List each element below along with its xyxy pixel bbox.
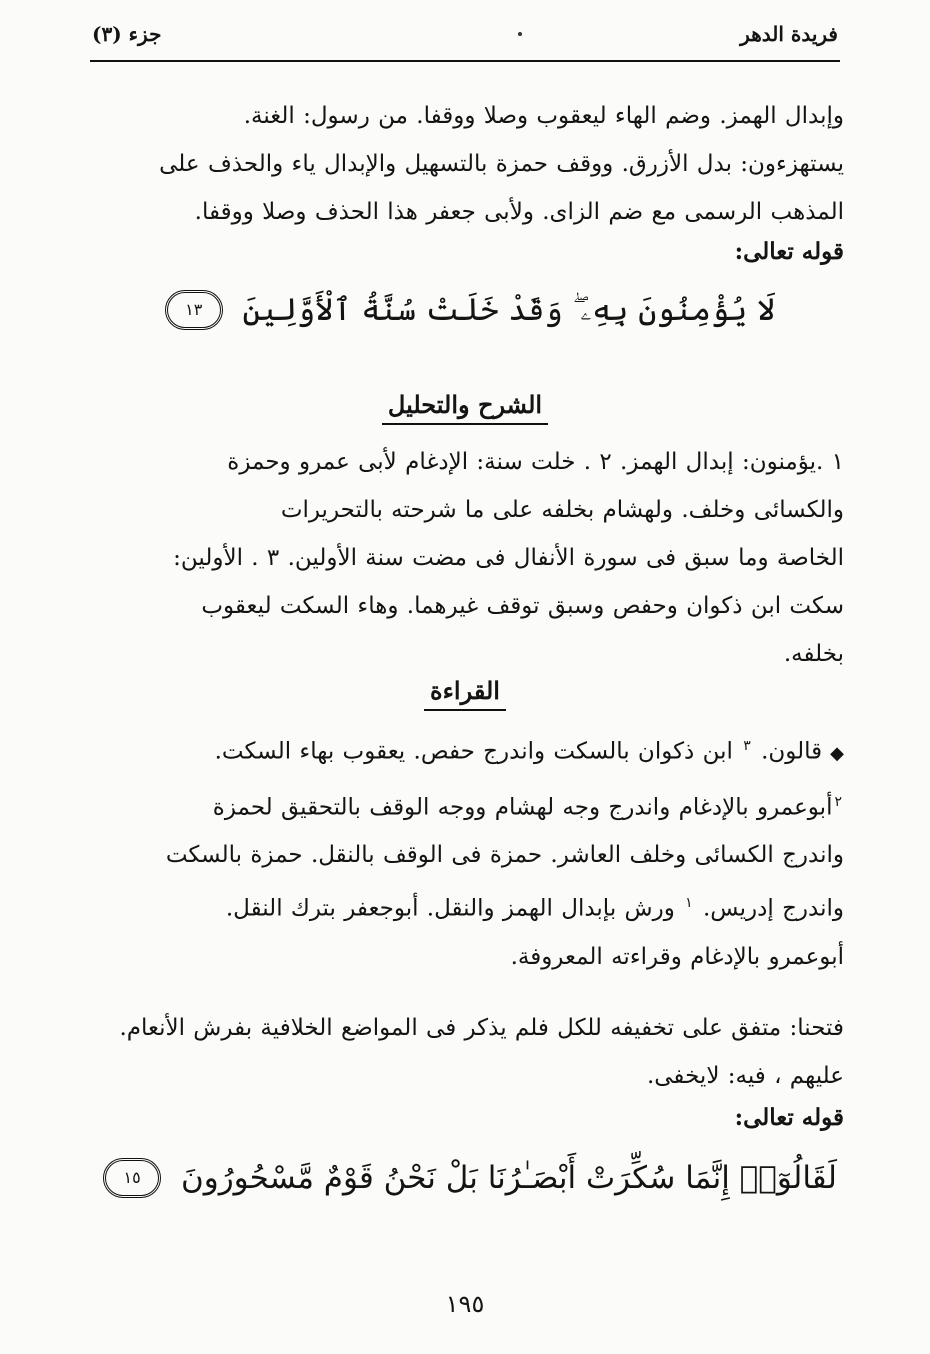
sharh-paragraph	[96, 438, 844, 678]
page-number: ١٩٥	[445, 1290, 485, 1318]
qiraah-text: ورش بإبدال الهمز والنقل. أبوجعفر بترك النقل.	[225, 895, 675, 922]
section-title-sharh	[0, 390, 930, 419]
sharh-line: الخاصة وما سبق فى سورة الأنفال فى مضت سنة الأولين. ٣ . الأولين:	[173, 545, 844, 571]
qiraah-line: أبوعمرو بالإدغام وقراءته المعروفة.	[510, 943, 844, 970]
footnote-ref: ٢	[834, 793, 842, 810]
sharh-line: ١ .يؤمنون: إبدال الهمز. ٢ . خلت سنة: الإدغام لأبى عمرو وحمزة	[227, 449, 844, 475]
quran-verse	[96, 290, 844, 330]
section-title-text: الشرح والتحليل	[382, 390, 548, 425]
qiraah-line	[96, 722, 844, 778]
qiraah-text: قالون.	[761, 738, 823, 765]
qiraah-text: ابن ذكوان بالسكت واندرج حفص. يعقوب بهاء السكت.	[214, 738, 733, 765]
diamond-bullet-icon: ◆	[830, 742, 844, 764]
intro-line: يستهزءون: بدل الأزرق. ووقف حمزة بالتسهيل والإبدال ياء والحذف على	[159, 151, 844, 177]
fathan-line: فتحنا: متفق على تخفيفه للكل فلم يذكر فى المواضع الخلافية بفرش الأنعام.	[119, 1015, 844, 1041]
page-header	[92, 14, 838, 54]
footnote-ref: ١	[685, 895, 693, 912]
header-dot	[518, 32, 522, 36]
fathan-paragraph	[96, 1004, 844, 1100]
intro-line: وإبدال الهمز. وضم الهاء ليعقوب وصلا ووقفا. من رسول: الغنة.	[243, 103, 844, 129]
qiraah-line: واندرج الكسائى وخلف العاشر. حمزة فى الوقف بالنقل. حمزة بالسكت	[165, 842, 844, 869]
fathan-line: عليهم ، فيه: لايخفى.	[646, 1063, 844, 1089]
verse-text: لَا يُؤْمِنُونَ بِهِۦ ۖ وَقَدْ خَلَتْ سُنَّةُ ٱلْأَوَّلِينَ	[242, 291, 776, 328]
ayah-number-marker: ١٥	[103, 1158, 161, 1198]
qawluh-heading: قوله تعالى:	[734, 238, 844, 265]
sharh-line: بخلفه.	[783, 641, 844, 667]
ayah-number-marker: ١٣	[165, 290, 223, 330]
qawluh-heading: قوله تعالى:	[734, 1104, 844, 1131]
header-rule	[90, 60, 840, 62]
intro-line: المذهب الرسمى مع ضم الزاى. ولأبى جعفر هذا الحذف وصلا ووقفا.	[194, 199, 844, 225]
section-title-text: القراءة	[424, 676, 506, 711]
intro-paragraph	[96, 92, 844, 236]
book-title: فريدة الدهر	[740, 22, 838, 46]
footnote-ref: ٣	[743, 738, 751, 754]
section-title-qiraah	[0, 676, 930, 705]
quran-verse	[96, 1158, 844, 1198]
part-number: جزء (٣)	[92, 22, 162, 46]
qiraah-paragraph	[96, 722, 844, 981]
sharh-line: سكت ابن ذكوان وحفص وسبق توقف غيرهما. وهاء السكت ليعقوب	[201, 593, 844, 619]
qiraah-text: أبوعمرو بالإدغام واندرج وجه لهشام ووجه الوقف بالتحقيق لحمزة	[212, 794, 833, 821]
sharh-line: والكسائى وخلف. ولهشام بخلفه على ما شرحته بالتحريرات	[280, 497, 844, 523]
qiraah-text: واندرج إدريس.	[702, 895, 844, 922]
qiraah-line	[96, 778, 844, 832]
verse-text: لَقَالُوٓا۟ إِنَّمَا سُكِّرَتْ أَبْصَـٰرُنَا بَلْ نَحْنُ قَوْمٌ مَّسْحُورُونَ	[180, 1160, 837, 1196]
qiraah-line	[96, 879, 844, 933]
